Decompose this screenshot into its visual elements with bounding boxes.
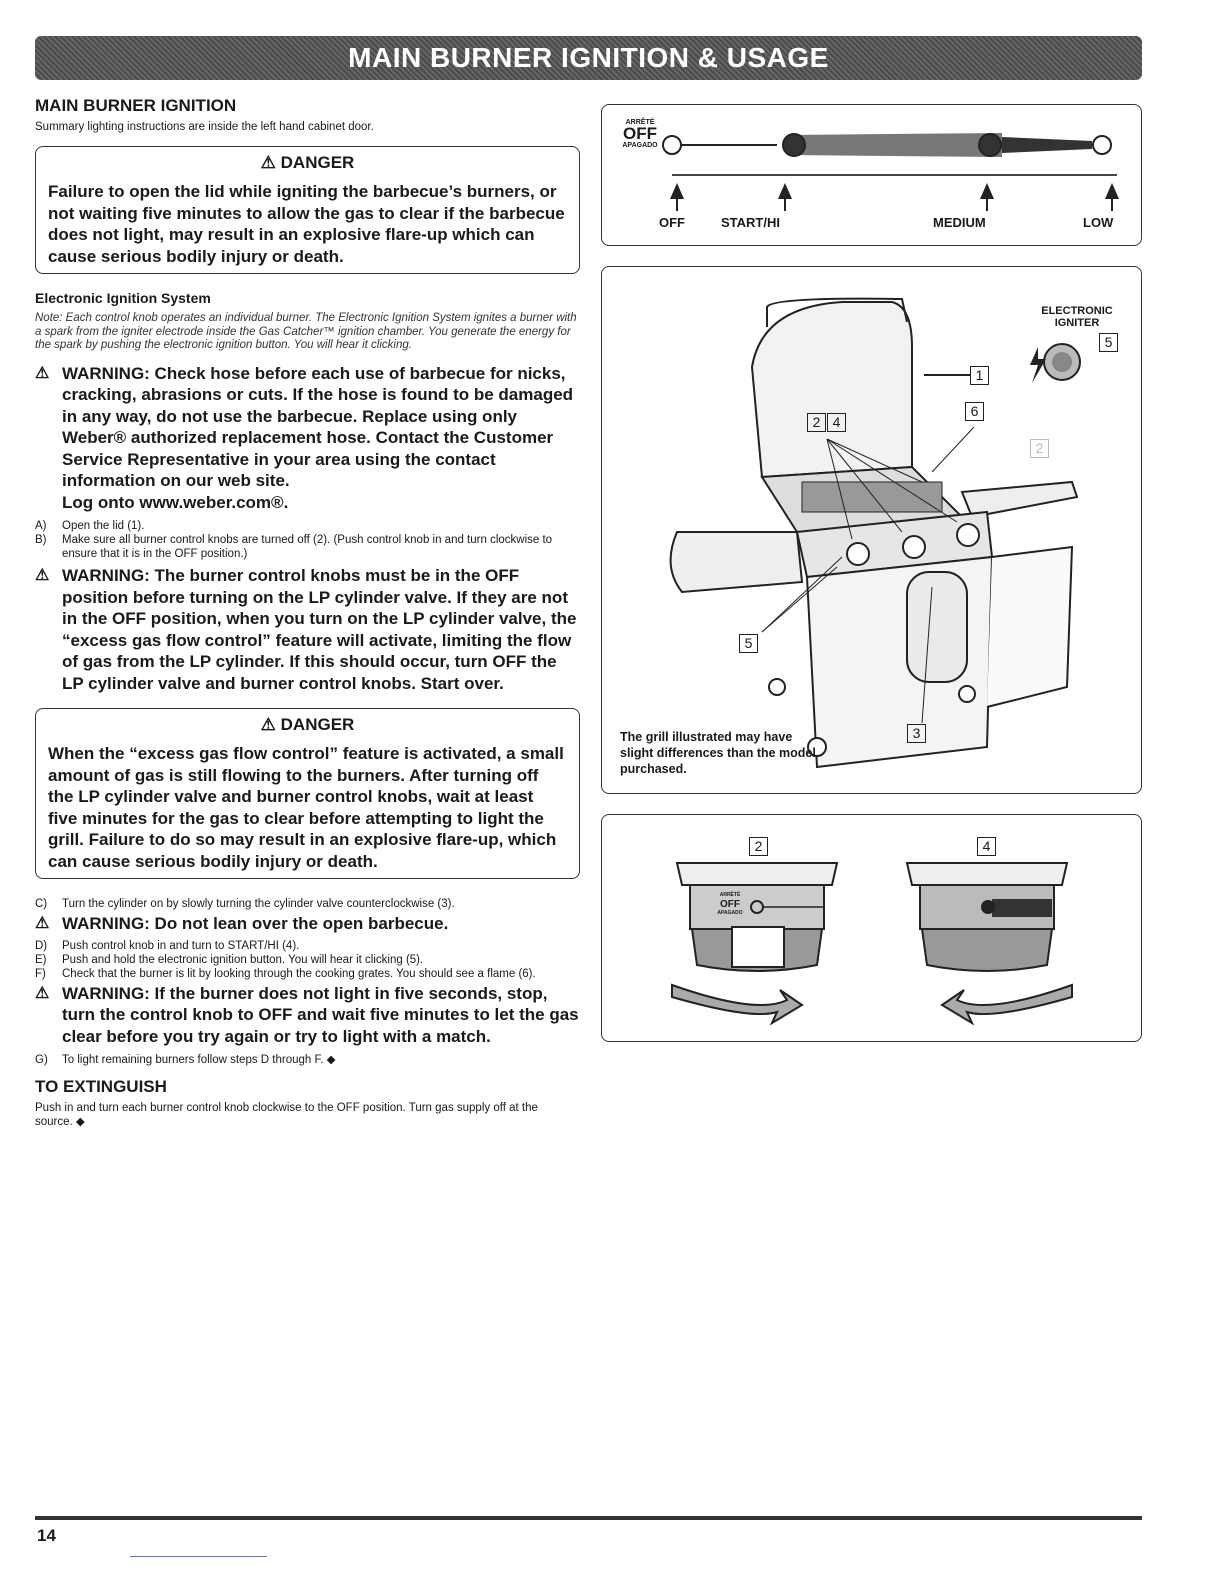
ignition-heading: MAIN BURNER IGNITION [35,96,237,115]
arrow-medium-icon [980,183,994,199]
title-banner [35,36,1142,80]
grill-drawing [602,267,1141,793]
warning-hose [35,363,580,514]
warning-triangle-icon: ⚠ [35,915,50,932]
control-knob-icon [847,543,869,565]
grill-illustration-panel [601,266,1142,794]
knob-turn-panel [601,814,1142,1042]
scale-label-start: START/HI [721,215,780,230]
extinguish-heading: TO EXTINGUISH [35,1077,167,1096]
callout-3: 3 [907,724,926,743]
step-d: D) Push control knob in and turn to START/HI (4). [35,939,300,952]
callout-6: 6 [965,402,984,421]
steps-ab [35,519,580,561]
warning-triangle-icon: ⚠ [35,984,50,1002]
warning-triangle-icon: ⚠ [35,567,50,584]
low-icon [1093,136,1111,154]
knob-scale-graphic [602,115,1141,215]
control-knob-icon [957,524,979,546]
knob-scale-panel [601,104,1142,246]
warning-triangle-icon: ⚠ [260,153,281,172]
off-circle-icon [663,136,681,154]
footer-rule [35,1516,1142,1520]
scale-label-medium: MEDIUM [933,215,986,230]
arrow-low-icon [1105,183,1119,199]
arrete-label: ARRÊTÉ [625,119,655,126]
knob-apagado-label: APAGADO [717,910,743,916]
knob-arrete-label: ARRÊTÉ [719,892,741,898]
danger-box-1 [35,146,580,274]
scale-label-off: OFF [659,215,685,230]
callout-2: 2 [749,837,768,856]
callout-1: 1 [970,366,989,385]
medium-icon [979,134,1001,156]
steps-df [35,939,580,981]
step-b: B) Make sure all burner control knobs are turned off (2). (Push control knob in and turn clockwise to ensure that it is in the OFF position.) [35,534,553,560]
page-number: 14 [37,1526,56,1545]
danger-box-2 [35,708,580,879]
knob-off-label: OFF [720,899,740,910]
electronic-note: Note: Each control knob operates an individual burner. The Electronic Ignition System ignites a burner with a spark from the igniter electrode inside the Gas Catcher™ ignition chamber. You generate the energy for the spark by pushing the electronic ignition button. You will hear it clicking. [35,312,577,351]
extinguish-text: Push in and turn each burner control knob clockwise to the OFF position. Turn gas supply off at the source. ◆ [35,1102,538,1128]
step-f: F) Check that the burner is lit by looking through the cooking grates. You should see a flame (6). [35,967,536,980]
off-label: OFF [623,124,657,143]
arrow-start-icon [778,183,792,199]
warning-no-light: ⚠ WARNING: If the burner does not light in five seconds, stop, turn the control knob to OFF and wait five minutes to let the gas clear before you try again or try to light with a match. [35,983,579,1046]
flame-scale-bar [787,133,1002,157]
callout-5: 5 [739,634,758,653]
step-g: G) To light remaining burners follow steps D through F. ◆ [35,1054,336,1066]
arrow-off-icon [670,183,684,199]
step-e: E) Push and hold the electronic ignition button. You will hear it clicking (5). [35,953,424,966]
weber-link[interactable]: Log onto www.weber.com®. [62,492,289,512]
callout-2: 2 [807,413,826,432]
left-column [35,96,580,1129]
callout-2-faded: 2 [1030,439,1049,458]
page-title: MAIN BURNER IGNITION & USAGE [348,42,829,73]
danger-text: Failure to open the lid while igniting the barbecue’s burners, or not waiting five minutes to allow the gas to clear if the barbecue does not light, may result in an explosive flare-up which can cause serious bodily injury or death. [48,182,565,266]
start-hi-icon [783,134,805,156]
summary-text: Summary lighting instructions are inside the left hand cabinet door. [35,121,374,133]
footer-blue-line [130,1556,267,1557]
danger-label: DANGER [280,715,355,734]
scale-label-low: LOW [1083,215,1114,230]
step-c: C) Turn the cylinder on by slowly turning the cylinder valve counterclockwise (3). [35,898,455,910]
grill-caption: The grill illustrated may have slight differences than the model purchased. [620,730,816,776]
apagado-label: APAGADO [622,142,658,149]
control-knob-icon [903,536,925,558]
rotate-counterclockwise-icon [942,985,1072,1023]
warning-off-position [35,565,580,694]
warning-hose-text: WARNING: Check hose before each use of barbecue for nicks, cracking, abrasions or cuts. If the hose is found to be damaged in any way, do not use the barbecue. Replace using only Weber® authorized replacement hose. Contact the Customer Service Representative in your area using the contact information on our web site. [62,363,574,490]
danger-text: When the “excess gas flow control” feature is activated, a small amount of gas is still flowing to the burners. After turning off the LP cylinder valve and burner control knobs, wait at least five minutes for the gas to clear before attempting to light the grill. Failure to do so may result in an explosive flare-up, which can cause serious bodily injury or death. [48,744,564,871]
callout-4: 4 [827,413,846,432]
electronic-heading: Electronic Ignition System [35,290,211,306]
igniter-label: ELECTRONIC IGNITER [1041,305,1113,329]
warning-triangle-icon: ⚠ [260,715,281,734]
rotate-clockwise-icon [672,985,802,1023]
knob-turn-drawing [602,815,1141,1041]
warning-lean: ⚠ WARNING: Do not lean over the open barbecue. [35,914,449,933]
callout-5-igniter: 5 [1099,333,1118,352]
callout-4: 4 [977,837,996,856]
warning-off-text: WARNING: The burner control knobs must be in the OFF position before turning on the LP cylinder valve. If they are not in the OFF position, when you turn on the LP cylinder valve, the “excess gas flow control” feature will activate, limiting the flow of gas from the LP cylinder. If this should occur, turn OFF the LP cylinder valve and burner control knobs. Start over. [62,566,577,693]
step-a: A) Open the lid (1). [35,520,145,532]
start-hi-icon [981,900,995,914]
warning-triangle-icon: ⚠ [35,364,50,382]
danger-label: DANGER [280,153,355,172]
